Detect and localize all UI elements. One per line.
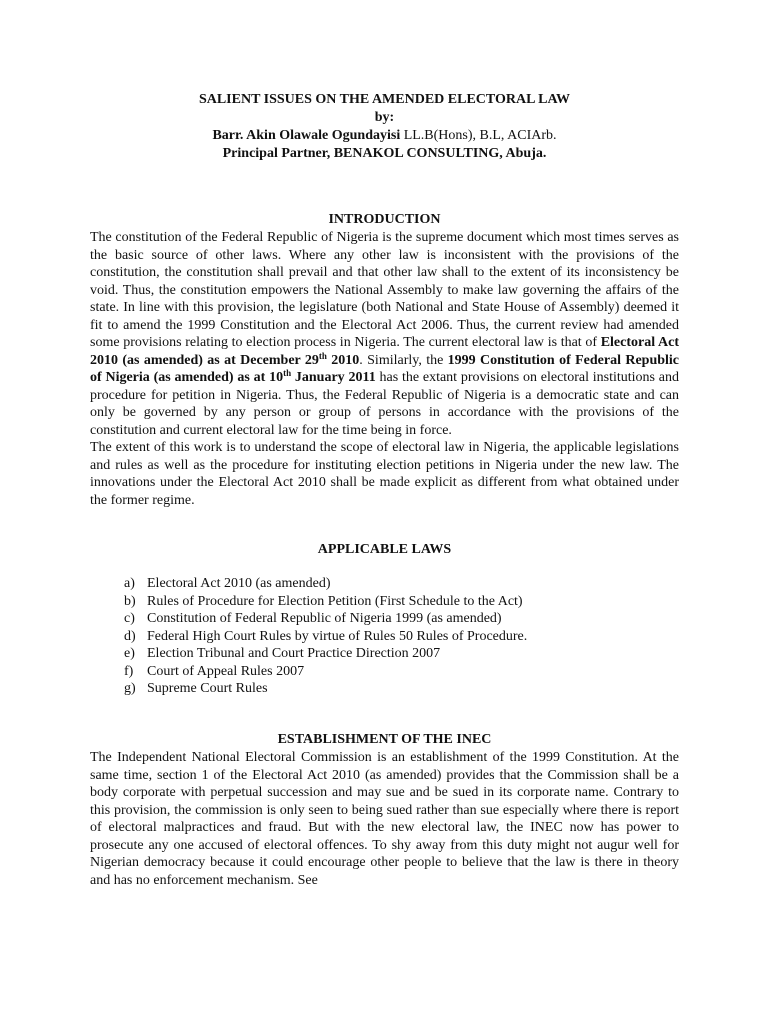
- list-item: [124, 628, 527, 646]
- list-item: [124, 663, 527, 681]
- list-item: [124, 575, 527, 593]
- list-marker: a): [124, 576, 135, 591]
- list-item: [124, 593, 527, 611]
- inec-section: [90, 749, 679, 889]
- list-marker: b): [124, 593, 136, 609]
- applicable-laws-list: [124, 575, 527, 698]
- intro-bold-c: 1999 Constitution of Federal Republic of Nigeria (as amended) as at 10: [90, 352, 680, 385]
- list-marker: c): [124, 611, 135, 626]
- list-item-text: Federal High Court Rules by virtue of Rules 50 Rules of Procedure.: [147, 628, 528, 644]
- introduction-paragraph-1: [90, 229, 679, 439]
- inec-heading: ESTABLISHMENT OF THE INEC: [277, 732, 492, 747]
- intro-bold-b: 2010: [326, 352, 360, 368]
- author-credentials: LL.B(Hons), B.L, ACIArb.: [400, 128, 557, 143]
- list-item: [124, 610, 527, 628]
- list-item-text: Constitution of Federal Republic of Nigeria 1999 (as amended): [147, 611, 502, 626]
- list-marker: f): [124, 663, 134, 679]
- author-position: Principal Partner, BENAKOL CONSULTING, Abuja.: [222, 146, 547, 161]
- byline: by:: [374, 110, 395, 125]
- list-item: [124, 680, 527, 698]
- list-item-text: Electoral Act 2010 (as amended): [147, 576, 331, 591]
- list-marker: g): [124, 681, 136, 696]
- introduction-paragraph-2: The extent of this work is to understand the scope of electoral law in Nigeria, the applicable legislations and rules as well as the procedure for instituting election petitions in Nigeria under the new law. The innovations under the Electoral Act 2010 shall be made explicit as different from what obtained under the former regime.: [90, 440, 679, 508]
- intro-text-c: . Similarly, the: [359, 352, 448, 368]
- document-title: SALIENT ISSUES ON THE AMENDED ELECTORAL LAW: [198, 92, 571, 107]
- author-line: [90, 127, 679, 145]
- introduction-heading: INTRODUCTION: [328, 212, 441, 227]
- introduction-section: [90, 229, 679, 509]
- intro-sup-1: th: [318, 350, 327, 361]
- intro-text-e: has the extant provisions on electoral institutions and procedure for petition in Nigeria. Thus, the Federal Republic of Nigeria is a democratic state and can only be governed by any person or group of persons in accordance with the provisions of the constitution and current electoral law for the time being in force.: [90, 370, 679, 438]
- intro-text-a: The constitution of the Federal Republic of Nigeria is the supreme document which most times serves as the basic source of other laws. Where any other law is inconsistent with the provisions of the constitution, the constitution shall prevail and that other law shall to the extent of its inconsistency be void. Thus, the constitution empowers the National Assembly to make law governing the affairs of the state. In line with this provision, the legislature (both National and State House of Assembly) deemed it fit to amend the 1999 Constitution and the Electoral Act 2006. Thus, the current review had amended some provisions relating to election process in Nigeria. The current electoral law is that of: [90, 230, 679, 350]
- document-header: [90, 91, 679, 163]
- applicable-laws-heading: APPLICABLE LAWS: [317, 542, 452, 557]
- list-item-text: Supreme Court Rules: [147, 681, 268, 696]
- author-name: Barr. Akin Olawale Ogundayisi: [212, 128, 401, 143]
- list-item-text: Rules of Procedure for Election Petition (First Schedule to the Act): [147, 593, 523, 609]
- list-item: [124, 645, 527, 663]
- intro-bold-a: Electoral Act 2010 (as amended) as at December 29: [90, 335, 679, 368]
- list-item-text: Election Tribunal and Court Practice Direction 2007: [147, 646, 441, 661]
- inec-paragraph-1: The Independent National Electoral Commission is an establishment of the 1999 Constitution. At the same time, section 1 of the Electoral Act 2010 (as amended) provides that the Commission shall be a body corporate with perpetual succession and may sue and be sued in its corporate name. Contrary to this provision, the commission is only seen to being sued rather than sue especially where there is report of electoral malpractices and fraud. But with the new electoral law, the INEC now has power to prosecute any one accused of electoral offences. To shy away from this duty might not augur well for Nigerian democracy because it could encourage other people to believe that the law is there in theory and has no enforcement mechanism. See: [90, 750, 679, 888]
- list-marker: d): [124, 628, 136, 644]
- list-marker: e): [124, 646, 135, 661]
- list-item-text: Court of Appeal Rules 2007: [147, 663, 305, 679]
- intro-sup-2: th: [283, 368, 292, 378]
- intro-bold-d: January 2011: [291, 370, 376, 385]
